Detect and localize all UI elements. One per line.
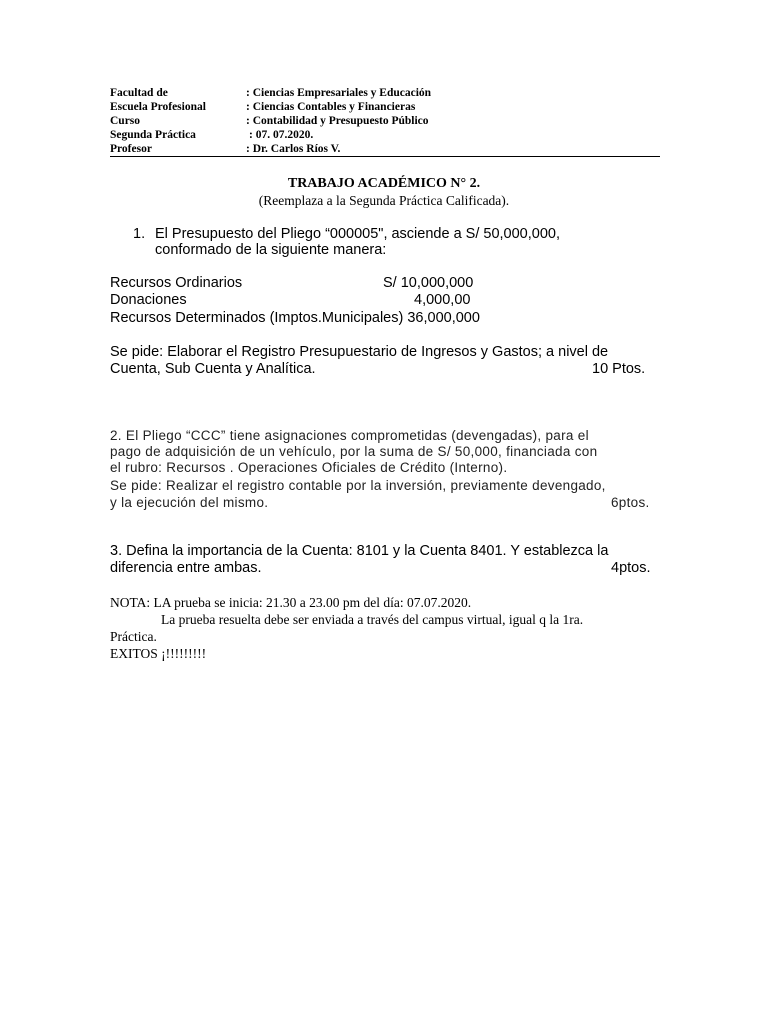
question-2-line-4: Se pide: Realizar el registro contable por la inversión, previamente devengado,: [110, 478, 606, 493]
question-2-line-2: pago de adquisición de un vehículo, por la suma de S/ 50,000, financiada con: [110, 444, 598, 459]
question-3-line-1: 3. Defina la importancia de la Cuenta: 8101 y la Cuenta 8401. Y establezca la: [110, 543, 609, 559]
question-1-task-line-1: Se pide: Elaborar el Registro Presupuestario de Ingresos y Gastos; a nivel de: [110, 344, 609, 360]
document-subtitle: (Reemplaza a la Segunda Práctica Calificada).: [258, 193, 510, 208]
note-line-3: Práctica.: [110, 629, 157, 644]
header-label: Segunda Práctica: [110, 129, 196, 141]
question-3-line-2: diferencia entre ambas.: [110, 560, 262, 576]
header-divider: [110, 156, 660, 157]
header-value: : Dr. Carlos Ríos V.: [246, 143, 341, 155]
note-line-1: NOTA: LA prueba se inicia: 21.30 a 23.00 pm del día: 07.07.2020.: [110, 595, 472, 610]
question-1-task-line-2: Cuenta, Sub Cuenta y Analítica.: [110, 361, 316, 377]
question-2-points: 6ptos.: [611, 495, 650, 510]
header-row-segunda-practica: [110, 128, 660, 142]
header-label: Escuela Profesional: [110, 101, 206, 113]
document-title: TRABAJO ACADÉMICO N° 2.: [287, 176, 481, 191]
question-2-line-5: y la ejecución del mismo.: [110, 495, 269, 510]
header-row-curso: [110, 114, 660, 128]
question-2-line-3: el rubro: Recursos . Operaciones Oficiales de Crédito (Interno).: [110, 460, 508, 475]
header-label: Curso: [110, 115, 141, 127]
resource-label-donaciones: Donaciones: [110, 292, 187, 308]
course-header: [110, 86, 660, 156]
header-row-escuela: [110, 100, 660, 114]
header-value: : Contabilidad y Presupuesto Público: [246, 115, 429, 127]
resource-value-ordinarios: S/ 10,000,000: [383, 275, 474, 291]
question-1-number: 1.: [133, 226, 146, 242]
header-value: : Ciencias Contables y Financieras: [246, 101, 416, 113]
note-line-2: La prueba resuelta debe ser enviada a través del campus virtual, igual q la 1ra.: [161, 612, 584, 627]
resource-label-ordinarios: Recursos Ordinarios: [110, 275, 243, 291]
header-row-facultad: [110, 86, 660, 100]
note-closing: EXITOS ¡!!!!!!!!!: [110, 646, 207, 661]
header-label: Profesor: [110, 143, 152, 155]
header-label: Facultad de: [110, 87, 168, 99]
resource-label-determinados: Recursos Determinados (Imptos.Municipales) 36,000,000: [110, 310, 480, 326]
question-1-text: El Presupuesto del Pliego “000005", asciende a S/ 50,000,000,: [155, 226, 560, 242]
header-value: : 07. 07.2020.: [249, 129, 314, 141]
question-3-points: 4ptos.: [611, 560, 651, 576]
question-1-line-1: [133, 226, 560, 243]
question-1-points: 10 Ptos.: [592, 361, 646, 377]
header-row-profesor: [110, 142, 660, 156]
question-1-line-2: conformado de la siguiente manera:: [155, 242, 387, 258]
resource-value-donaciones: 4,000,00: [414, 292, 471, 308]
question-2-line-1: 2. El Pliego “CCC” tiene asignaciones comprometidas (devengadas), para el: [110, 428, 589, 443]
header-value: : Ciencias Empresariales y Educación: [246, 87, 432, 99]
